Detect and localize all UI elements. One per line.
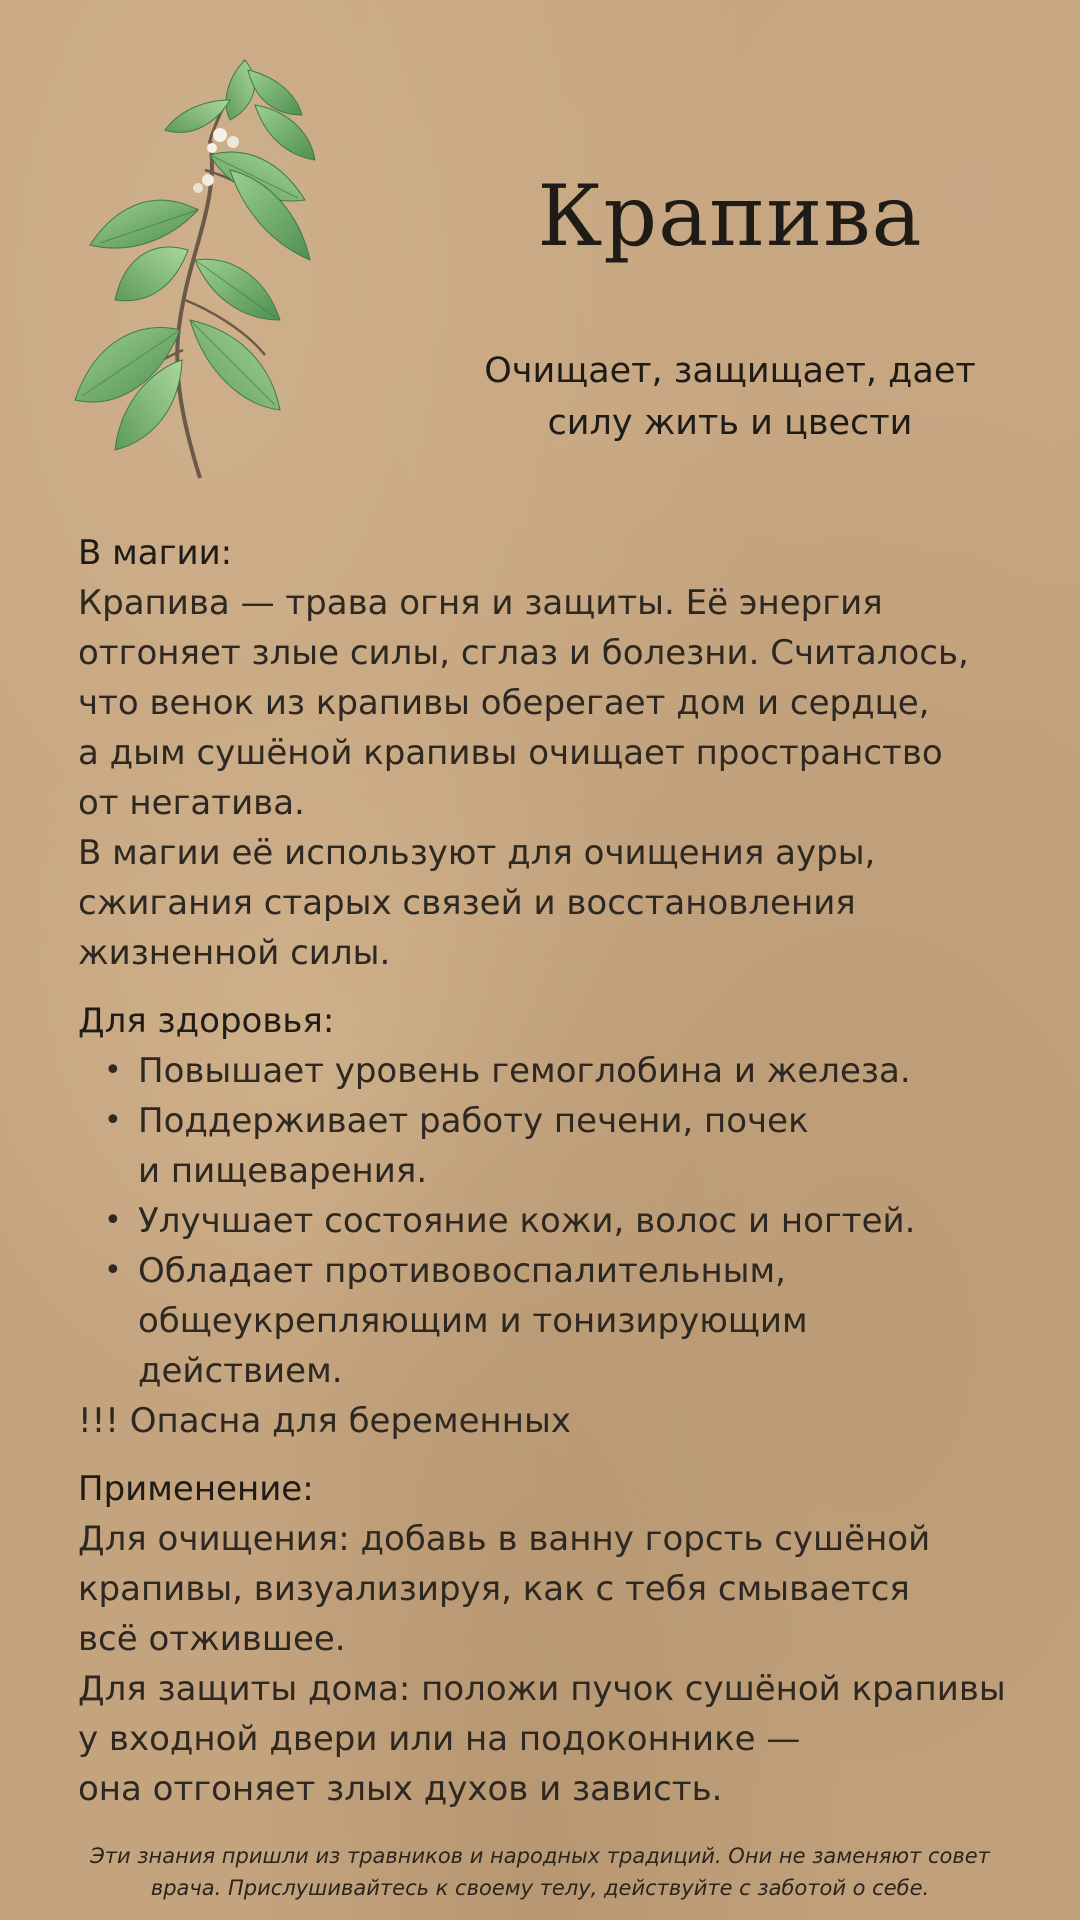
disclaimer-footer xyxy=(40,1840,1040,1904)
list-item xyxy=(78,1096,1058,1196)
footer-line: врача. Прислушивайтесь к своему телу, действуйте с заботой о себе. xyxy=(150,1876,930,1900)
usage-line: она отгоняет злых духов и зависть. xyxy=(78,1769,723,1809)
magic-line: отгоняет злые силы, сглаз и болезни. Считалось, xyxy=(78,633,969,673)
health-section xyxy=(78,996,1058,1446)
footer-line: Эти знания пришли из травников и народных традиций. Они не заменяют совет xyxy=(90,1844,990,1868)
magic-line: Крапива — трава огня и защиты. Её энергия xyxy=(78,583,883,623)
list-item xyxy=(78,1246,1058,1396)
section-spacer xyxy=(78,1446,1058,1464)
list-item-line: и пищеварения. xyxy=(138,1151,428,1191)
bullet-icon: • xyxy=(104,1203,122,1238)
list-item xyxy=(78,1196,1058,1246)
usage-line: у входной двери или на подоконнике — xyxy=(78,1719,801,1759)
usage-line: Для защиты дома: положи пучок сушёной крапивы xyxy=(78,1669,1006,1709)
usage-heading: Применение: xyxy=(78,1469,314,1509)
magic-line: что венок из крапивы оберегает дом и сердце, xyxy=(78,683,930,723)
subtitle-line: Очищает, защищает, дает xyxy=(484,351,976,391)
usage-line: Для очищения: добавь в ванну горсть сушёной xyxy=(78,1519,931,1559)
page-title: Крапива xyxy=(537,167,923,265)
list-item-line: Улучшает состояние кожи, волос и ногтей. xyxy=(138,1201,916,1241)
magic-section xyxy=(78,528,1058,978)
list-item-line: действием. xyxy=(138,1351,343,1391)
magic-line: сжигания старых связей и восстановления xyxy=(78,883,856,923)
list-item-line: Поддерживает работу печени, почек xyxy=(138,1101,809,1141)
magic-line: от негатива. xyxy=(78,783,305,823)
usage-line: всё отжившее. xyxy=(78,1619,346,1659)
list-item xyxy=(78,1046,1058,1096)
bullet-icon: • xyxy=(104,1253,122,1288)
list-item-line: Повышает уровень гемоглобина и железа. xyxy=(138,1051,911,1091)
list-item-line: Обладает противовоспалительным, xyxy=(138,1251,786,1291)
subtitle-line: силу жить и цвести xyxy=(547,403,913,443)
main-content xyxy=(78,528,1058,1814)
nettle-plant-illustration xyxy=(70,30,400,500)
pregnancy-warning: !!! Опасна для беременных xyxy=(78,1401,571,1441)
usage-line: крапивы, визуализируя, как с тебя смывается xyxy=(78,1569,910,1609)
bullet-icon: • xyxy=(104,1103,122,1138)
subtitle xyxy=(430,345,1030,449)
bullet-icon: • xyxy=(104,1053,122,1088)
usage-section xyxy=(78,1464,1058,1814)
magic-line: жизненной силы. xyxy=(78,933,391,973)
magic-line: В магии её используют для очищения ауры, xyxy=(78,833,876,873)
health-list xyxy=(78,1046,1058,1396)
list-item-line: общеукрепляющим и тонизирующим xyxy=(138,1301,808,1341)
magic-heading: В магии: xyxy=(78,533,233,573)
health-heading: Для здоровья: xyxy=(78,1001,335,1041)
section-spacer xyxy=(78,978,1058,996)
magic-line: а дым сушёной крапивы очищает пространство xyxy=(78,733,943,773)
